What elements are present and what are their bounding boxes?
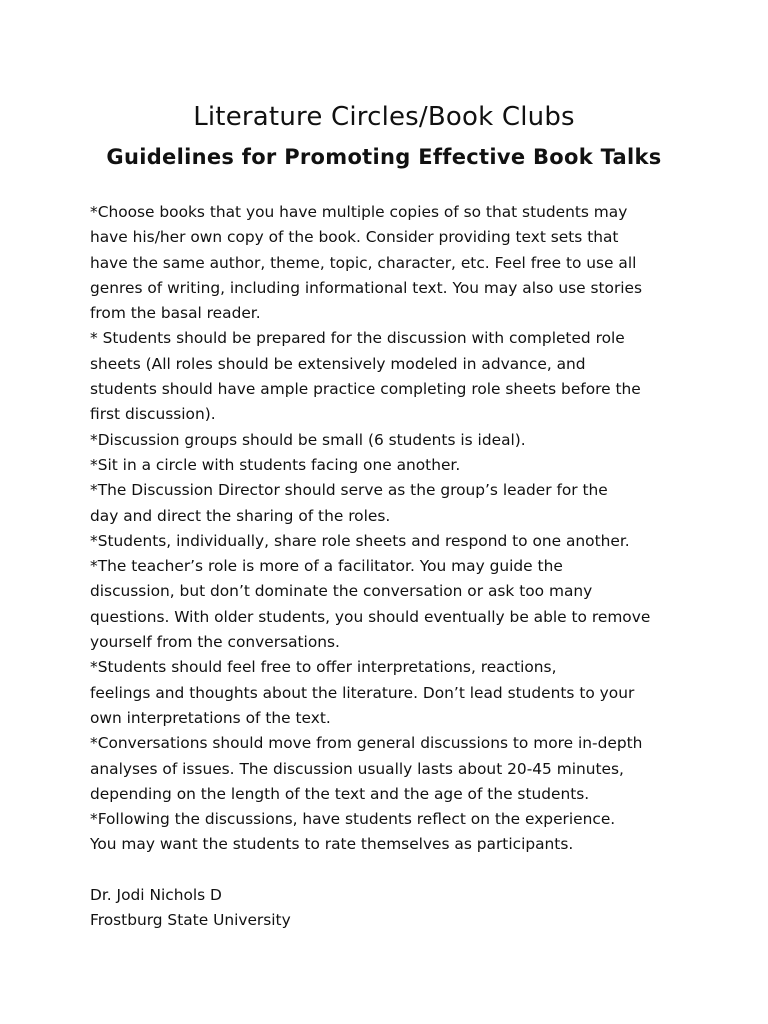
body-line: discussion, but don’t dominate the conversation or ask too many (90, 582, 593, 601)
body-line: have the same author, theme, topic, character, etc. Feel free to use all (90, 253, 637, 272)
body-line: day and direct the sharing of the roles. (90, 506, 391, 525)
body-line: sheets (All roles should be extensively modeled in advance, and (90, 354, 586, 373)
body-line: *The Discussion Director should serve as the group’s leader for the (90, 481, 608, 500)
guidelines-body (90, 200, 690, 934)
author-name: Dr. Jodi Nichols D (90, 886, 222, 905)
body-line: *Students, individually, share role sheets and respond to one another. (90, 531, 630, 550)
body-line: *Discussion groups should be small (6 students is ideal). (90, 430, 526, 449)
body-line: *Sit in a circle with students facing one another. (90, 455, 461, 474)
body-line: *Choose books that you have multiple copies of so that students may (90, 203, 628, 221)
body-line: own interpretations of the text. (90, 708, 331, 727)
author-institution: Frostburg State University (90, 911, 291, 930)
body-line: first discussion). (90, 405, 216, 424)
body-line: feelings and thoughts about the literature. Don’t lead students to your (90, 683, 635, 702)
body-line: yourself from the conversations. (90, 633, 340, 652)
body-line: You may want the students to rate themselves as participants. (90, 835, 574, 854)
body-line: *The teacher’s role is more of a facilitator. You may guide the (90, 557, 563, 576)
body-line: genres of writing, including informational text. You may also use stories (90, 278, 643, 297)
body-line: have his/her own copy of the book. Consider providing text sets that (90, 228, 619, 247)
document-subtitle: Guidelines for Promoting Effective Book Talks (106, 145, 662, 169)
body-line: *Students should feel free to offer interpretations, reactions, (90, 658, 557, 677)
body-line: students should have ample practice completing role sheets before the (90, 380, 641, 399)
body-line: *Conversations should move from general discussions to more in-depth (90, 734, 643, 753)
body-line: *Following the discussions, have students reflect on the experience. (90, 810, 616, 829)
body-line: * Students should be prepared for the discussion with completed role (90, 329, 625, 348)
spacer (90, 858, 690, 883)
body-line: depending on the length of the text and the age of the students. (90, 784, 590, 803)
body-line: from the basal reader. (90, 304, 261, 323)
document-title: Literature Circles/Book Clubs (193, 102, 575, 132)
body-line: questions. With older students, you should eventually be able to remove (90, 607, 651, 626)
body-line: analyses of issues. The discussion usually lasts about 20-45 minutes, (90, 759, 624, 778)
